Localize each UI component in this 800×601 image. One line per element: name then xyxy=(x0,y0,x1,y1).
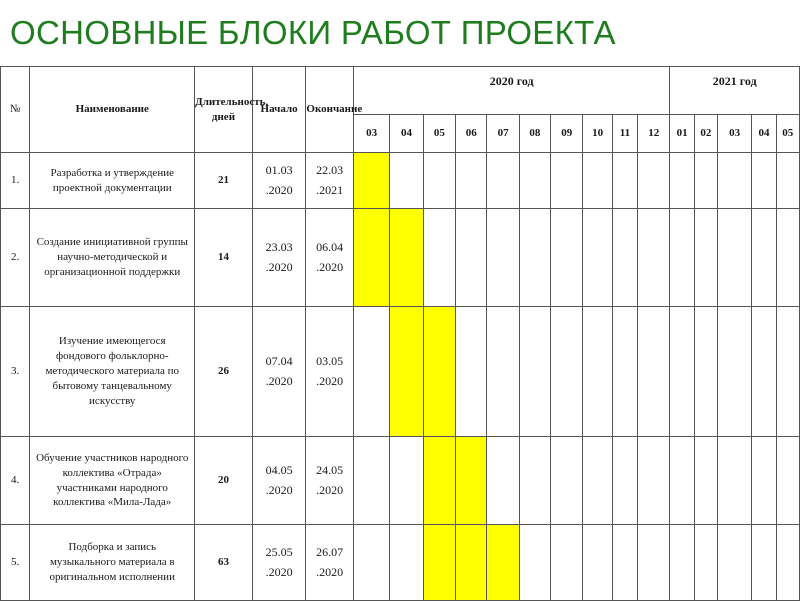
gantt-empty-cell xyxy=(353,437,389,525)
project-gantt-table xyxy=(0,66,800,601)
gantt-bar-cell xyxy=(353,209,389,307)
gantt-empty-cell xyxy=(670,307,694,437)
gantt-empty-cell xyxy=(519,209,550,307)
gantt-empty-cell xyxy=(638,437,670,525)
header-duration: Длительность, дней xyxy=(195,67,253,153)
gantt-empty-cell xyxy=(519,307,550,437)
header-name: Наименование xyxy=(30,67,195,153)
month-header: 12 xyxy=(638,115,670,153)
gantt-empty-cell xyxy=(551,153,583,209)
gantt-empty-cell xyxy=(638,525,670,601)
gantt-empty-cell xyxy=(638,153,670,209)
month-header: 08 xyxy=(519,115,550,153)
table-row xyxy=(1,525,800,601)
month-header: 05 xyxy=(423,115,455,153)
year-header: 2020 год xyxy=(353,67,670,115)
gantt-bar-cell xyxy=(423,307,455,437)
gantt-empty-cell xyxy=(670,525,694,601)
gantt-bar-cell xyxy=(456,525,487,601)
task-end-date: 24.05 .2020 xyxy=(306,437,354,525)
gantt-empty-cell xyxy=(487,307,519,437)
task-start-date: 25.05 .2020 xyxy=(252,525,306,601)
gantt-bar-cell xyxy=(423,437,455,525)
gantt-empty-cell xyxy=(390,153,423,209)
gantt-empty-cell xyxy=(390,437,423,525)
page-title: ОСНОВНЫЕ БЛОКИ РАБОТ ПРОЕКТА xyxy=(10,14,616,51)
gantt-empty-cell xyxy=(423,153,455,209)
gantt-empty-cell xyxy=(487,209,519,307)
gantt-empty-cell xyxy=(519,525,550,601)
gantt-empty-cell xyxy=(776,209,799,307)
task-duration: 20 xyxy=(195,437,253,525)
gantt-empty-cell xyxy=(487,437,519,525)
gantt-empty-cell xyxy=(612,209,637,307)
task-name: Обучение участников народного коллектива «Отрада» участниками народного коллектива «Мила-Лада» xyxy=(30,437,195,525)
gantt-empty-cell xyxy=(717,525,751,601)
gantt-empty-cell xyxy=(551,525,583,601)
gantt-empty-cell xyxy=(694,437,717,525)
month-header: 06 xyxy=(456,115,487,153)
task-number: 3. xyxy=(1,307,30,437)
gantt-empty-cell xyxy=(717,153,751,209)
gantt-empty-cell xyxy=(670,153,694,209)
gantt-empty-cell xyxy=(423,209,455,307)
gantt-empty-cell xyxy=(583,209,612,307)
gantt-empty-cell xyxy=(717,307,751,437)
gantt-empty-cell xyxy=(519,153,550,209)
month-header: 02 xyxy=(694,115,717,153)
gantt-empty-cell xyxy=(551,307,583,437)
gantt-bar-cell xyxy=(390,307,423,437)
gantt-empty-cell xyxy=(612,437,637,525)
gantt-empty-cell xyxy=(752,153,776,209)
month-header: 11 xyxy=(612,115,637,153)
gantt-empty-cell xyxy=(612,153,637,209)
gantt-empty-cell xyxy=(694,525,717,601)
task-start-date: 07.04 .2020 xyxy=(252,307,306,437)
task-duration: 63 xyxy=(195,525,253,601)
task-end-date: 06.04 .2020 xyxy=(306,209,354,307)
gantt-empty-cell xyxy=(694,307,717,437)
gantt-empty-cell xyxy=(670,437,694,525)
gantt-empty-cell xyxy=(638,209,670,307)
gantt-empty-cell xyxy=(776,525,799,601)
header-start: Начало xyxy=(252,67,306,153)
gantt-empty-cell xyxy=(752,437,776,525)
gantt-empty-cell xyxy=(519,437,550,525)
task-number: 5. xyxy=(1,525,30,601)
gantt-empty-cell xyxy=(456,307,487,437)
month-header: 10 xyxy=(583,115,612,153)
gantt-empty-cell xyxy=(776,437,799,525)
gantt-empty-cell xyxy=(353,525,389,601)
task-number: 1. xyxy=(1,153,30,209)
year-header-row xyxy=(1,67,800,115)
gantt-bar-cell xyxy=(390,209,423,307)
task-start-date: 01.03 .2020 xyxy=(252,153,306,209)
gantt-empty-cell xyxy=(776,307,799,437)
month-header: 04 xyxy=(390,115,423,153)
table-row xyxy=(1,307,800,437)
gantt-empty-cell xyxy=(551,437,583,525)
gantt-empty-cell xyxy=(390,525,423,601)
gantt-empty-cell xyxy=(717,437,751,525)
task-name: Разработка и утверждение проектной документации xyxy=(30,153,195,209)
task-duration: 21 xyxy=(195,153,253,209)
gantt-bar-cell xyxy=(423,525,455,601)
gantt-empty-cell xyxy=(694,153,717,209)
gantt-empty-cell xyxy=(670,209,694,307)
task-duration: 26 xyxy=(195,307,253,437)
task-name: Создание инициативной группы научно-методической и организационной поддержки xyxy=(30,209,195,307)
month-header: 07 xyxy=(487,115,519,153)
task-name: Подборка и запись музыкального материала в оригинальном исполнении xyxy=(30,525,195,601)
gantt-empty-cell xyxy=(752,307,776,437)
gantt-empty-cell xyxy=(456,209,487,307)
table-row xyxy=(1,153,800,209)
gantt-empty-cell xyxy=(583,307,612,437)
gantt-empty-cell xyxy=(717,209,751,307)
task-end-date: 22.03 .2021 xyxy=(306,153,354,209)
gantt-bar-cell xyxy=(487,525,519,601)
table-row xyxy=(1,209,800,307)
gantt-empty-cell xyxy=(776,153,799,209)
task-start-date: 04.05 .2020 xyxy=(252,437,306,525)
header-number: № xyxy=(1,67,30,153)
month-header: 01 xyxy=(670,115,694,153)
task-end-date: 26.07 .2020 xyxy=(306,525,354,601)
task-duration: 14 xyxy=(195,209,253,307)
gantt-empty-cell xyxy=(752,209,776,307)
gantt-empty-cell xyxy=(752,525,776,601)
gantt-body xyxy=(1,153,800,601)
gantt-empty-cell xyxy=(487,153,519,209)
gantt-empty-cell xyxy=(612,525,637,601)
gantt-empty-cell xyxy=(694,209,717,307)
gantt-empty-cell xyxy=(551,209,583,307)
year-header: 2021 год xyxy=(670,67,800,115)
table-row xyxy=(1,437,800,525)
gantt-empty-cell xyxy=(583,525,612,601)
gantt-empty-cell xyxy=(583,153,612,209)
header-end: Окончание xyxy=(306,67,354,153)
gantt-bar-cell xyxy=(353,153,389,209)
month-header: 05 xyxy=(776,115,799,153)
month-header: 03 xyxy=(353,115,389,153)
gantt-empty-cell xyxy=(612,307,637,437)
month-header: 09 xyxy=(551,115,583,153)
task-number: 2. xyxy=(1,209,30,307)
task-number: 4. xyxy=(1,437,30,525)
gantt-empty-cell xyxy=(638,307,670,437)
month-header: 04 xyxy=(752,115,776,153)
gantt-bar-cell xyxy=(456,437,487,525)
gantt-empty-cell xyxy=(583,437,612,525)
gantt-empty-cell xyxy=(456,153,487,209)
task-end-date: 03.05 .2020 xyxy=(306,307,354,437)
task-name: Изучение имеющегося фондового фольклорно-методического материала по бытовому танцевальному искусству xyxy=(30,307,195,437)
gantt-empty-cell xyxy=(353,307,389,437)
task-start-date: 23.03 .2020 xyxy=(252,209,306,307)
month-header: 03 xyxy=(717,115,751,153)
